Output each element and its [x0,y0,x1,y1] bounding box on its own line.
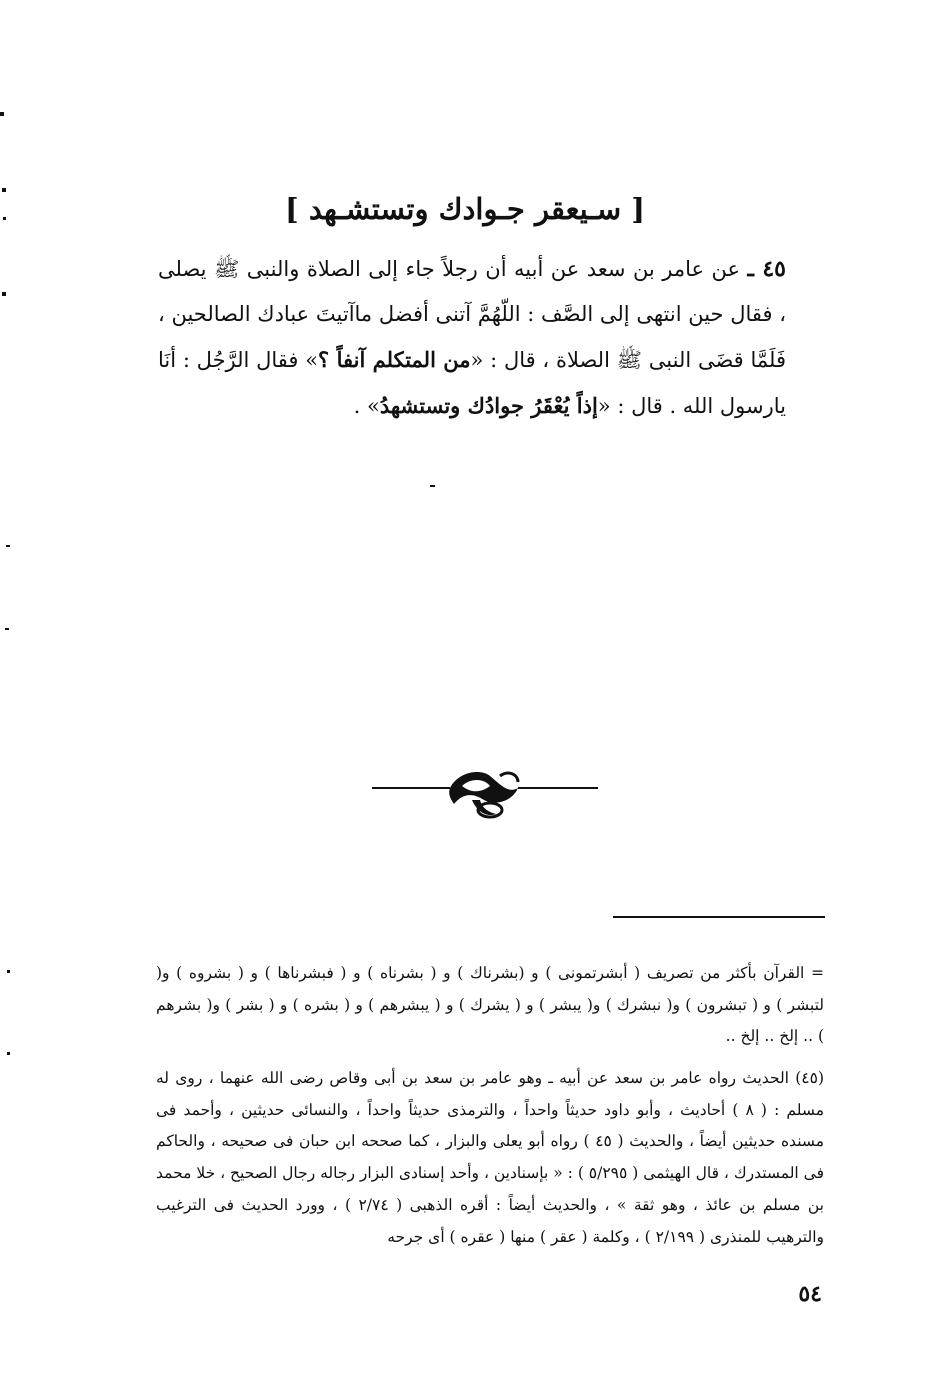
hadith-quote-1: من المتكلم آنفاً ؟ [318,347,471,372]
footnote-separator [613,916,825,918]
footnote-45: (٤٥) الحديث رواه عامر بن سعد عن أبيه ـ وهو عامر بن سعد بن أبى وقاص رضى الله عنهما ، روى له مسلم : ( ٨ ) أحاديث ، وأبو داود حديثاً واحداً ، والترمذى حديثاً واحداً ، والنسائى حديثين ، وأحمد فى مسنده حديثين أيضاً ، والحديث ( ٤٥ ) رواه أبو يعلى والبزار ، كما صححه ابن حبان فى صحيحه ، والحاكم فى المستدرك ، قال الهيثمى ( ٥/٢٩٥ ) : « بإسنادين ، وأحد إسنادى البزار رجاله رجال الصحيح ، خلا محمد بن مسلم بن عائذ ، وهو ثقة » ، والحديث أيضاً : أقره الذهبى ( ٢/٧٤ ) ، وورد الحديث فى الترغيب والترهيب للمنذرى ( ٢/١٩٩ ) ، وكلمة ( عقر ) منها ( عقره ) أى جرحه [156,1069,825,1246]
scan-speck [2,188,6,192]
hadith-number: ٤٥ ـ [747,256,786,282]
scan-speck [2,292,6,296]
scan-speck [3,217,6,220]
scan-speck [0,112,4,116]
hadith-text [158,247,786,429]
scan-speck [6,545,10,547]
footnote-continued: = القرآن بأكثر من تصريف ( أبشرتمونى ) و (بشرناك ) و ( بشرناه ) و ( فبشرناها ) و ( بشروه ) و( لتبشر ) و ( تبشرون ) و( نبشرك ) و( يبشر ) و ( يشرك ) و ( يبشرهم ) و ( بشره ) و ( بشر ) و( بشرهم ) .. إلخ .. إلخ .. [156,964,824,1046]
hadith-text-part3: » . [353,394,380,418]
scan-speck [5,628,9,630]
hadith-quote-2: إذاً يُعْقَرُ جوادُك وتستشهدُ [379,393,598,418]
page-number: ٥٤ [798,1281,822,1307]
scan-speck [430,485,435,487]
hadith-text-part1: عن عامر بن سعد عن أبيه أن رجلاً جاء إلى الصلاة والنبى ﷺ يصلى ، فقال حين انتهى إلى الصَّف : اللّهُمَّ آتنى أفضل ماآتيتَ عبادك الصالحين ، فَلَمَّا قضَى النبى ﷺ الصلاة ، قال : « [158,257,786,372]
section-heading: [ سـيعقر جـوادك وتستشـهد ] [285,192,645,226]
scan-speck [7,1052,10,1055]
hadith-text-part2: » فقال الرَّجُل : أنَا يارسول الله . قال : « [158,348,786,418]
ornament-divider-icon [372,764,598,826]
scan-speck [7,970,10,973]
